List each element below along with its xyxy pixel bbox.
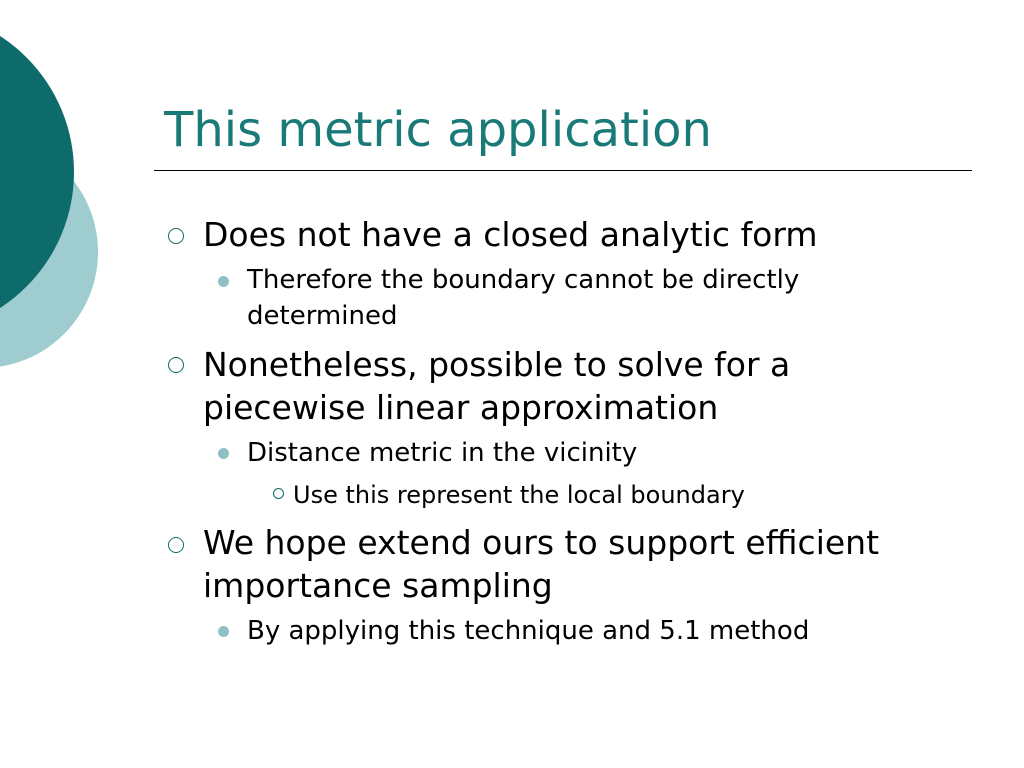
- bullet-2-text-line1: Nonetheless, possible to solve for a: [203, 345, 791, 384]
- hollow-circle-bullet-icon: [273, 488, 284, 499]
- bullet-2-text-line2: piecewise linear approximation: [203, 388, 719, 427]
- bullet-2-1-text: Distance metric in the vicinity: [247, 438, 638, 468]
- bullet-3-1-text: By applying this technique and 5.1 method: [247, 616, 810, 646]
- bullet-2-1-1-text: Use this represent the local boundary: [293, 481, 745, 509]
- hollow-circle-bullet-icon: [168, 357, 184, 373]
- slide-title: This metric application: [164, 102, 712, 158]
- hollow-circle-bullet-icon: [168, 228, 184, 244]
- bullet-3-text-line1: We hope extend ours to support efficient: [203, 523, 880, 562]
- bullet-1-text: Does not have a closed analytic form: [203, 215, 818, 254]
- bullet-1-1-text-line1: Therefore the boundary cannot be directly: [247, 265, 800, 295]
- filled-circle-bullet-icon: [218, 276, 229, 287]
- bullet-1-1-text-line2: determined: [247, 301, 398, 331]
- bullet-3-text-line2: importance sampling: [203, 566, 553, 605]
- filled-circle-bullet-icon: [218, 626, 229, 637]
- hollow-circle-bullet-icon: [168, 537, 184, 553]
- filled-circle-bullet-icon: [218, 448, 229, 459]
